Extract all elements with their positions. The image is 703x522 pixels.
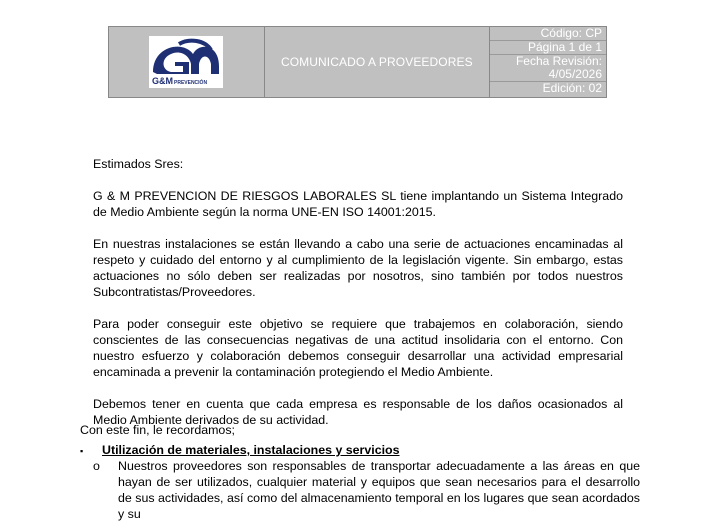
closing-line: Con este fin, le recordamos;	[80, 423, 235, 437]
logo-graphic-icon	[149, 36, 223, 88]
logo-text: G&M	[152, 76, 174, 86]
paragraph-1: G & M PREVENCION DE RIESGOS LABORALES SL tiene implantando un Sistema Integrado de Medio Ambiente según la norma UNE-EN ISO 14001:2015.	[93, 189, 623, 219]
logo-subtext: PREVENCIÓN	[174, 80, 208, 86]
edition: Edición: 02	[542, 81, 602, 95]
document-meta	[489, 27, 606, 98]
revision-date-label: Fecha Revisión:	[515, 54, 602, 68]
greeting: Estimados Sres:	[93, 157, 184, 171]
list-item	[80, 442, 640, 458]
page-number: Página 1 de 1	[490, 41, 606, 55]
revision-date-value: 4/05/2026	[490, 68, 606, 82]
paragraph-4: Debemos tener en cuenta que cada empresa es responsable de los daños ocasionados al Medio Ambiente derivados de su actividad.	[93, 397, 623, 427]
list-item-title: Utilización de materiales, instalaciones y servicios	[102, 443, 400, 457]
paragraph-3: Para poder conseguir este objetivo se requiere que trabajemos en colaboración, siendo conscientes de las consecuencias negativas de una actitud insolidaria con el entorno. Con nuestro esfuerzo y colaboración debemos conseguir desarrollar una actividad empresarial encaminada a prevenir la contaminación protegiendo el Medio Ambiente.	[93, 317, 623, 379]
document-title: COMUNICADO A PROVEEDORES	[264, 27, 489, 98]
sub-list-item-text: Nuestros proveedores son responsables de transportar adecuadamente a las áreas en que hayan de ser utilizados, cualquier material y equipos que sean necesarios para el desarrollo de sus actividades, así como del almacenamiento temporal en los lugares que sean acordados y su	[118, 459, 640, 521]
letter-body	[93, 156, 623, 444]
reminder-list	[80, 442, 640, 522]
paragraph-2: En nuestras instalaciones se están llevando a cabo una serie de actuaciones encaminadas al respeto y cuidado del entorno y al cumplimiento de la legislación vigente. Sin embargo, estas actuaciones no sólo deben ser realizadas por nosotros, sino también por todos nuestros Subcontratistas/Proveedores.	[93, 237, 623, 299]
circle-bullet-icon: o	[93, 459, 100, 473]
company-logo	[149, 36, 223, 88]
square-bullet-icon: ▪	[80, 446, 84, 456]
doc-code: Código: CP	[490, 27, 606, 41]
document-header	[108, 26, 607, 98]
logo-cell	[109, 27, 265, 98]
sub-list-item	[80, 458, 640, 522]
